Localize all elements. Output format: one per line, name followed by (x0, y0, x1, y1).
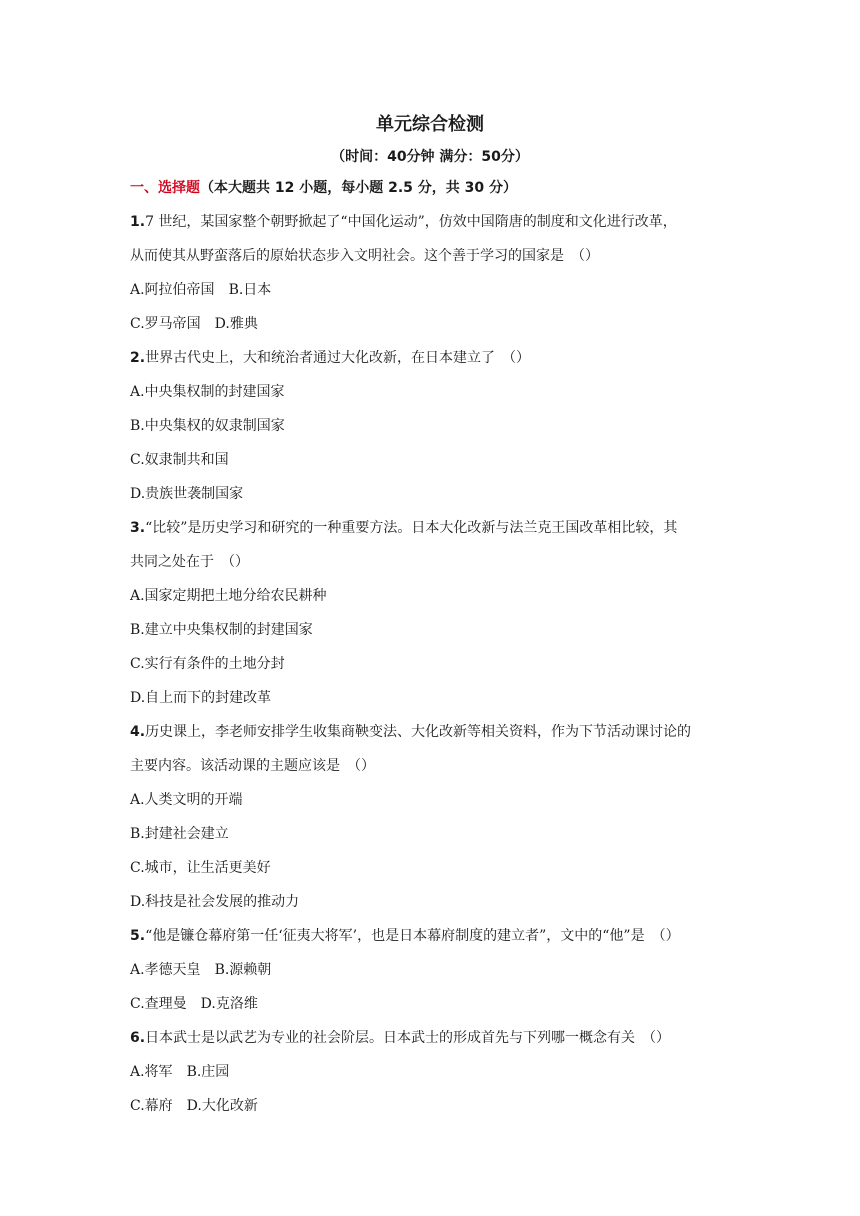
option-row (130, 280, 734, 314)
answer-option: D.自上而下的封建改革 (130, 690, 272, 706)
answer-option: D.克洛维 (200, 996, 258, 1012)
question-stem (130, 1028, 734, 1062)
question-text: 日本武士是以武艺为专业的社会阶层。日本武士的形成首先与下列哪一概念有关 （） (145, 1030, 671, 1046)
option-row (130, 994, 734, 1028)
answer-option: A.孝德天皇 (130, 962, 201, 978)
answer-option: B.建立中央集权制的封建国家 (130, 622, 313, 638)
answer-option: B.封建社会建立 (130, 826, 229, 842)
question-stem (130, 926, 734, 960)
option-row (130, 824, 734, 858)
question-number: 2. (130, 350, 146, 366)
answer-option: D.大化改新 (186, 1098, 258, 1114)
question-stem (130, 722, 734, 756)
section-label: 一、选择题 (130, 180, 200, 196)
option-row (130, 1062, 734, 1096)
option-row (130, 586, 734, 620)
question-text: 世界古代史上，大和统治者通过大化改新，在日本建立了 （） (145, 350, 531, 366)
section-note: （本大题共 12 小题，每小题 2.5 分，共 30 分） (200, 180, 518, 196)
answer-option: C.幕府 (130, 1098, 173, 1114)
question-item (130, 926, 734, 1028)
option-row (130, 960, 734, 994)
page-title: 单元综合检测 (376, 114, 484, 135)
question-number: 5. (130, 928, 146, 944)
question-text: 7 世纪，某国家整个朝野掀起了“中国化运动”，仿效中国隋唐的制度和文化进行改革， (145, 214, 677, 230)
question-number: 4. (130, 724, 146, 740)
question-list (130, 178, 734, 1130)
exam-info: （时间：40分钟 满分：50分） (331, 149, 529, 165)
question-text: 从而使其从野蛮落后的原始状态步入文明社会。这个善于学习的国家是 （） (130, 248, 599, 264)
option-row (130, 484, 734, 518)
question-stem-continued (130, 246, 734, 280)
option-row (130, 858, 734, 892)
question-stem (130, 518, 734, 552)
answer-option: C.罗马帝国 (130, 316, 201, 332)
answer-option: A.阿拉伯帝国 (130, 282, 215, 298)
question-text: 共同之处在于 （） (130, 554, 249, 570)
question-number: 1. (130, 214, 146, 230)
option-row (130, 416, 734, 450)
question-item (130, 1028, 734, 1130)
option-row (130, 892, 734, 926)
answer-option: A.国家定期把土地分给农民耕种 (130, 588, 327, 604)
answer-option: C.奴隶制共和国 (130, 452, 229, 468)
question-text: “比较”是历史学习和研究的一种重要方法。日本大化改新与法兰克王国改革相比较，其 (145, 520, 678, 536)
question-text: “他是镰仓幕府第一任‘征夷大将军’，也是日本幕府制度的建立者”，文中的“他”是 （） (145, 928, 680, 944)
question-item (130, 518, 734, 722)
option-row (130, 790, 734, 824)
question-number: 6. (130, 1030, 146, 1046)
answer-option: B.源赖朝 (214, 962, 272, 978)
question-number: 3. (130, 520, 146, 536)
section-heading (130, 178, 734, 212)
question-item (130, 212, 734, 348)
answer-option: C.城市，让生活更美好 (130, 860, 271, 876)
question-stem (130, 212, 734, 246)
question-stem (130, 348, 734, 382)
option-row (130, 620, 734, 654)
answer-option: A.人类文明的开端 (130, 792, 243, 808)
answer-option: A.将军 (130, 1064, 173, 1080)
answer-option: D.科技是社会发展的推动力 (130, 894, 300, 910)
option-row (130, 382, 734, 416)
answer-option: D.贵族世袭制国家 (130, 486, 244, 502)
question-stem-continued (130, 552, 734, 586)
question-stem-continued (130, 756, 734, 790)
option-row (130, 688, 734, 722)
question-item (130, 722, 734, 926)
question-text: 主要内容。该活动课的主题应该是 （） (130, 758, 375, 774)
question-item (130, 348, 734, 518)
option-row (130, 654, 734, 688)
answer-option: B.庄园 (186, 1064, 230, 1080)
option-row (130, 314, 734, 348)
answer-option: A.中央集权制的封建国家 (130, 384, 285, 400)
question-text: 历史课上，李老师安排学生收集商鞅变法、大化改新等相关资料，作为下节活动课讨论的 (145, 724, 692, 740)
questions-container (130, 212, 734, 1130)
answer-option: D.雅典 (214, 316, 258, 332)
option-row (130, 450, 734, 484)
answer-option: C.查理曼 (130, 996, 187, 1012)
option-row (130, 1096, 734, 1130)
answer-option: B.日本 (228, 282, 272, 298)
answer-option: B.中央集权的奴隶制国家 (130, 418, 285, 434)
answer-option: C.实行有条件的土地分封 (130, 656, 285, 672)
